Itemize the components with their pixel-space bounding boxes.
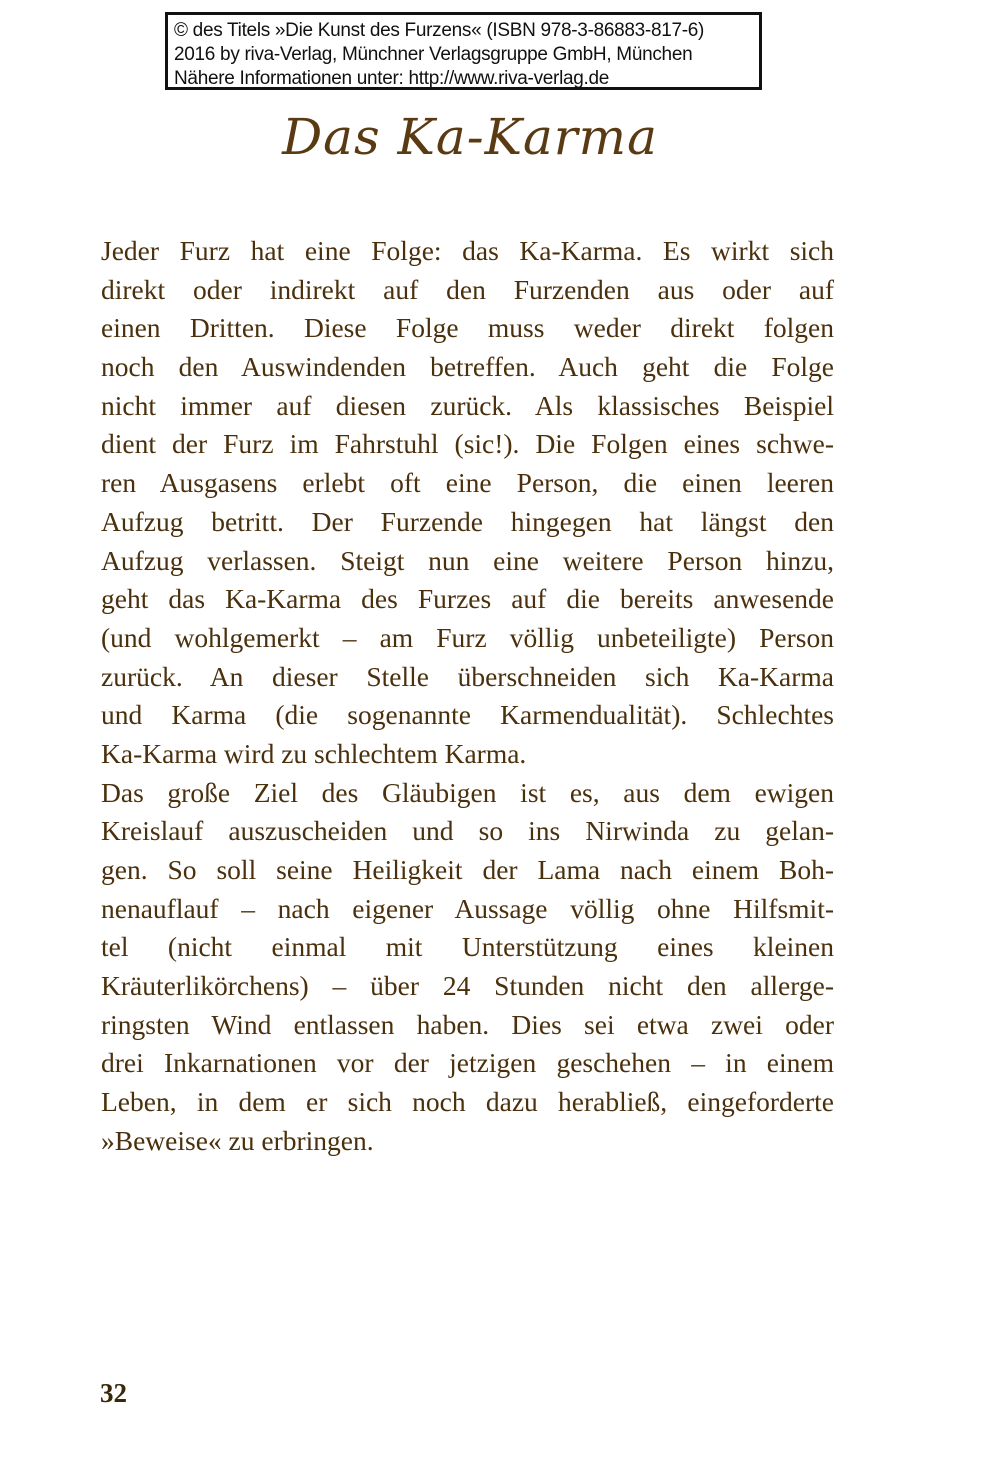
copyright-line: © des Titels »Die Kunst des Furzens« (ISBN 978-3-86883-817-6): [174, 20, 705, 41]
paragraph-2: [101, 774, 834, 1161]
text-line: drei Inkarnationen vor der jetzigen geschehen – in einem: [101, 1047, 834, 1079]
text-line: gen. So soll seine Heiligkeit der Lama nach einem Boh-: [101, 854, 834, 885]
copyright-notice-box: [165, 12, 762, 90]
text-line: Kräuterlikörchens) – über 24 Stunden nicht den allerge-: [101, 970, 834, 1002]
page-number: 32: [100, 1378, 127, 1408]
text-line: nenauflauf – nach eigener Aussage völlig ohne Hilfsmit-: [101, 892, 834, 924]
body-text: [101, 232, 834, 1161]
text-line: ringsten Wind entlassen haben. Dies sei etwa zwei oder: [101, 1008, 834, 1040]
text-line: Ka-Karma wird zu schlechtem Karma.: [101, 737, 527, 769]
paragraph-1: [101, 232, 834, 774]
text-line: Aufzug betritt. Der Furzende hingegen hat längst den: [101, 505, 834, 537]
text-line: geht das Ka-Karma des Furzes auf die bereits anwesende: [101, 583, 834, 615]
copyright-line: 2016 by riva-Verlag, Münchner Verlagsgruppe GmbH, München: [174, 44, 693, 65]
text-line: Aufzug verlassen. Steigt nun eine weitere Person hinzu,: [101, 544, 834, 576]
text-line: einen Dritten. Diese Folge muss weder direkt folgen: [101, 312, 834, 344]
copyright-line: Nähere Informationen unter: http://www.riva-verlag.de: [174, 68, 610, 89]
text-line: tel (nicht einmal mit Unterstützung eines kleinen: [101, 931, 834, 963]
text-line: ren Ausgasens erlebt oft eine Person, die einen leeren: [101, 467, 834, 499]
text-line: Jeder Furz hat eine Folge: das Ka-Karma. Es wirkt sich: [101, 235, 834, 266]
text-line: direkt oder indirekt auf den Furzenden aus oder auf: [101, 273, 834, 305]
text-line: und Karma (die sogenannte Karmendualität). Schlechtes: [101, 699, 834, 731]
text-line: Kreislauf auszuscheiden und so ins Nirwinda zu gelan-: [101, 815, 834, 847]
text-line: (und wohlgemerkt – am Furz völlig unbeteiligte) Person: [101, 621, 834, 653]
text-line: zurück. An dieser Stelle überschneiden sich Ka-Karma: [101, 660, 834, 692]
text-line: dient der Furz im Fahrstuhl (sic!). Die Folgen eines schwe-: [101, 428, 834, 460]
text-line: Leben, in dem er sich noch dazu herabließ, eingeforderte: [101, 1086, 834, 1118]
text-line: »Beweise« zu erbringen.: [101, 1124, 374, 1156]
chapter-title: Das Ka-Karma: [282, 108, 658, 166]
text-line: noch den Auswindenden betreffen. Auch geht die Folge: [101, 351, 834, 383]
text-line: nicht immer auf diesen zurück. Als klassisches Beispiel: [101, 389, 834, 421]
text-line: Das große Ziel des Gläubigen ist es, aus dem ewigen: [101, 776, 834, 808]
